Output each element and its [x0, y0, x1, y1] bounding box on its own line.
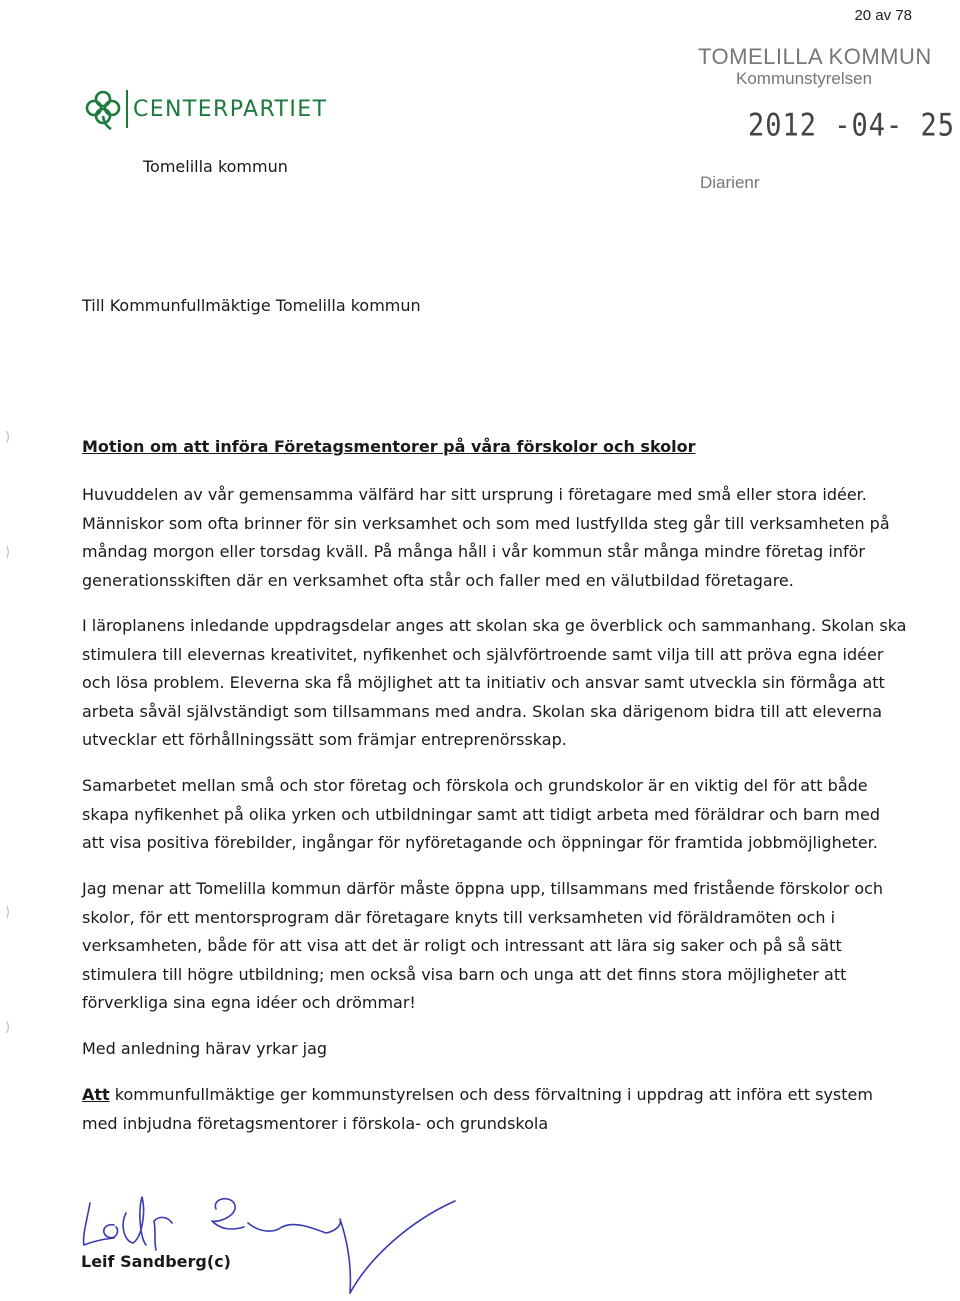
motion-title: Motion om att införa Företagsmentorer på våra förskolor och skolor [82, 437, 696, 456]
party-name: CENTERPARTIET [133, 96, 328, 122]
paragraph-curriculum: I läroplanens inledande uppdragsdelar anges att skolan ska ge överblick och sammanhang. Skolan ska stimulera till elevernas kreativitet, nyfikenhet och självförtroende samt vilja till att pröva egna idéer och lösa problem. Eleverna ska få möjlighet att ta initiativ och ansvar samt utveckla sin förmåga att arbeta såväl självständigt som tillsammans med andra. Skolan ska därigenom bidra till att eleverna utvecklar ett förhållningssätt som främjar entreprenörsskap. [82, 616, 907, 750]
party-logo [84, 88, 327, 130]
stamp-date: 2012 -04- 25 [748, 108, 956, 144]
paragraph-mentorship: Jag menar att Tomelilla kommun därför måste öppna upp, tillsammans med fristående förskolor och skolor, för ett mentorsprogram där företagare knyts till verksamheten vid föräldramöten och i verksamheten, både för att visa att det är roligt och intressant att lära sig saker och på så sätt stimulera till högre utbildning; men också visa barn och unga att det finns stora möjligheter att förverkliga sina egna idéer och drömmar! [82, 879, 884, 1013]
margin-mark: ) [5, 905, 11, 920]
proposal-paragraph [82, 1081, 902, 1138]
margin-mark: ) [5, 545, 11, 560]
margin-mark: ) [5, 430, 11, 445]
paragraph-request-intro: Med anledning härav yrkar jag [82, 1039, 328, 1058]
stamp-diary-label: Diarienr [700, 173, 760, 192]
signer-name: Leif Sandberg(c) [81, 1252, 231, 1271]
paragraph-cooperation: Samarbetet mellan små och stor företag och förskola och grundskolor är en viktig del för att både skapa nyfikenhet på olika yrken och utbildningar samt att tidigt arbeta med föräldrar och barn med att visa positiva förebilder, ingångar för nyföretagande och öppningar för framtida jobbmöjligheter. [82, 776, 880, 853]
logo-divider [126, 90, 128, 128]
proposal-keyword: Att [82, 1085, 110, 1104]
received-stamp [698, 44, 938, 88]
clover-icon [84, 88, 122, 130]
page-number: 20 av 78 [854, 7, 912, 24]
margin-mark: ) [5, 1020, 11, 1035]
sender-line: Tomelilla kommun [143, 157, 288, 176]
proposal-text: kommunfullmäktige ger kommunstyrelsen och dess förvaltning i uppdrag att införa ett system med inbjudna företagsmentorer i förskola- och grundskola [82, 1085, 873, 1133]
recipient-line: Till Kommunfullmäktige Tomelilla kommun [82, 296, 421, 315]
stamp-department: Kommunstyrelsen [736, 69, 873, 88]
paragraph-welfare: Huvuddelen av vår gemensamma välfärd har sitt ursprung i företagare med små eller stora idéer. Människor som ofta brinner för sin verksamhet och som med lustfyllda steg går till verksamheten på måndag morgon eller torsdag kväll. På många håll i vår kommun står många mindre företag inför generationsskiften där en verksamhet ofta står och faller med en välutbildad företagare. [82, 485, 890, 590]
handwritten-signature [70, 1175, 470, 1295]
stamp-organization: TOMELILLA KOMMUN [698, 44, 932, 69]
